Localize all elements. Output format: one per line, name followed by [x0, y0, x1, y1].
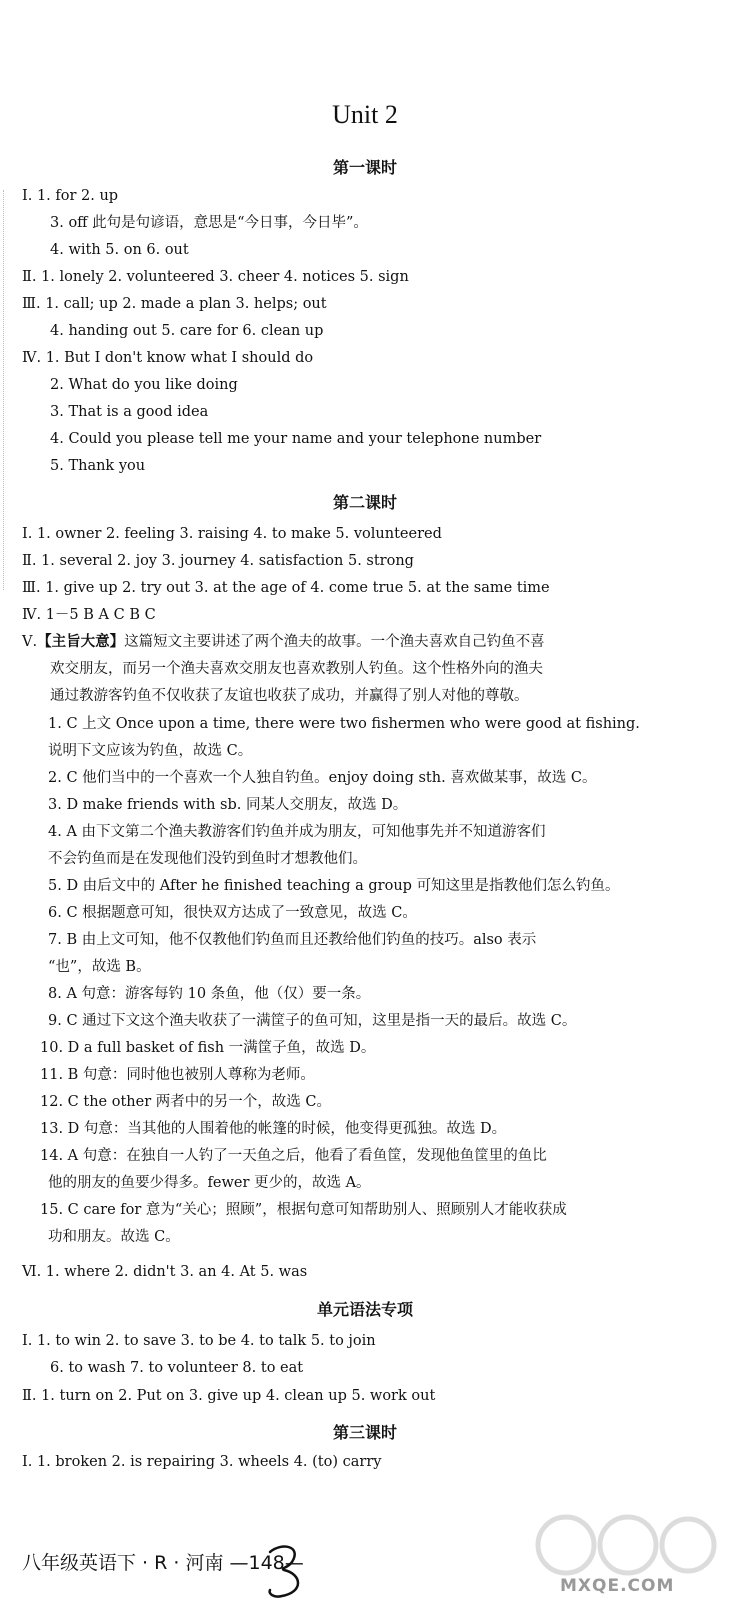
answer-line: 11. B 句意：同时他也被别人尊称为老师。: [40, 1067, 315, 1083]
answer-line: 5. D 由后文中的 After he finished teaching a group 可知这里是指教他们怎么钓鱼。: [48, 878, 620, 894]
section-heading-grammar: 单元语法专项: [316, 1300, 413, 1319]
answer-line: Ⅵ. 1. where 2. didn't 3. an 4. At 5. was: [22, 1264, 308, 1280]
answer-line: 2. C 他们当中的一个喜欢一个人独自钓鱼。enjoy doing sth. 喜欢做某事，故选 C。: [48, 770, 597, 786]
answer-line: 通过教游客钓鱼不仅收获了友谊也收获了成功，并赢得了别人对他的尊敬。: [50, 688, 529, 704]
main-idea-label: 【主旨大意】: [37, 634, 125, 650]
answer-line: 10. D a full basket of fish 一满筐子鱼，故选 D。: [40, 1040, 376, 1056]
answer-line: 4. A 由下文第二个渔夫教游客们钓鱼并成为朋友，可知他事先并不知道游客们: [48, 824, 546, 840]
answer-line: 7. B 由上文可知，他不仅教他们钓鱼而且还教给他们钓鱼的技巧。also 表示: [48, 932, 537, 948]
section-heading-lesson-2: 第二课时: [332, 493, 397, 512]
watermark-logo-icon: [528, 1510, 718, 1580]
answer-line: 功和朋友。故选 C。: [48, 1229, 180, 1245]
answer-line: 3. off 此句是句谚语，意思是“今日事，今日毕”。: [50, 215, 368, 231]
answer-line: Ⅰ. 1. for 2. up: [22, 188, 119, 204]
page-footer: 八年级英语下 · R · 河南 —148—: [22, 1552, 304, 1574]
answer-line: 8. A 句意：游客每钓 10 条鱼，他（仅）要一条。: [48, 986, 371, 1002]
answer-line: 4. with 5. on 6. out: [50, 242, 189, 258]
answer-line: 6. C 根据题意可知，很快双方达成了一致意见，故选 C。: [48, 905, 417, 921]
answer-line: Ⅲ. 1. give up 2. try out 3. at the age of 4. come true 5. at the same time: [22, 580, 550, 596]
answer-line: 1. C 上文 Once upon a time, there were two fishermen who were good at fishing.: [48, 716, 640, 732]
answer-line: 5. Thank you: [50, 458, 146, 474]
section-number: Ⅴ.: [22, 634, 38, 650]
answer-line: 3. D make friends with sb. 同某人交朋友，故选 D。: [48, 797, 408, 813]
watermark-text: MXQE.COM: [560, 1576, 675, 1596]
answer-line: 14. A 句意：在独自一人钓了一天鱼之后，他看了看鱼筐，发现他鱼筐里的鱼比: [40, 1148, 547, 1164]
answer-line: Ⅱ. 1. turn on 2. Put on 3. give up 4. clean up 5. work out: [22, 1388, 436, 1404]
answer-line: 4. Could you please tell me your name and your telephone number: [50, 431, 542, 447]
answer-line: Ⅰ. 1. to win 2. to save 3. to be 4. to talk 5. to join: [22, 1333, 376, 1349]
answer-line: 12. C the other 两者中的另一个，故选 C。: [40, 1094, 331, 1110]
answer-line: 欢交朋友，而另一个渔夫喜欢交朋友也喜欢教别人钓鱼。这个性格外向的渔夫: [50, 661, 543, 677]
passage-summary-line: [22, 632, 545, 652]
answer-line: 他的朋友的鱼要少得多。fewer 更少的，故选 A。: [48, 1175, 371, 1191]
answer-line: Ⅱ. 1. several 2. joy 3. journey 4. satisfaction 5. strong: [22, 553, 414, 569]
answer-line: 6. to wash 7. to volunteer 8. to eat: [50, 1360, 304, 1376]
section-heading-lesson-1: 第一课时: [332, 158, 397, 177]
section-heading-lesson-3: 第三课时: [332, 1423, 397, 1442]
answer-line: 4. handing out 5. care for 6. clean up: [50, 323, 324, 339]
answer-line: 不会钓鱼而是在发现他们没钓到鱼时才想教他们。: [48, 851, 367, 867]
answer-line: 9. C 通过下文这个渔夫收获了一满筐子的鱼可知，这里是指一天的最后。故选 C。: [48, 1013, 577, 1029]
answer-line: Ⅳ. 1－5 B A C B C: [22, 607, 156, 623]
answer-line: Ⅰ. 1. broken 2. is repairing 3. wheels 4. (to) carry: [22, 1454, 382, 1470]
answer-line: 3. That is a good idea: [50, 404, 209, 420]
answer-line: Ⅲ. 1. call; up 2. made a plan 3. helps; out: [22, 296, 327, 312]
answer-line: Ⅳ. 1. But I don't know what I should do: [22, 350, 314, 366]
answer-line: 2. What do you like doing: [50, 377, 238, 393]
answer-line: 13. D 句意：当其他的人围着他的帐篷的时候，他变得更孤独。故选 D。: [40, 1121, 507, 1137]
scan-edge-dots: [3, 190, 7, 590]
answer-line: 说明下文应该为钓鱼，故选 C。: [48, 743, 253, 759]
answer-line: 15. C care for 意为“关心；照顾”，根据句意可知帮助别人、照顾别人才能收获成: [40, 1202, 567, 1218]
handwritten-mark-icon: [262, 1540, 312, 1600]
page-title: Unit 2: [332, 100, 398, 129]
answer-line: Ⅱ. 1. lonely 2. volunteered 3. cheer 4. notices 5. sign: [22, 269, 409, 285]
answer-line: “也”，故选 B。: [48, 959, 151, 975]
answer-line: Ⅰ. 1. owner 2. feeling 3. raising 4. to make 5. volunteered: [22, 526, 442, 542]
summary-text: 这篇短文主要讲述了两个渔夫的故事。一个渔夫喜欢自己钓鱼不喜: [124, 634, 545, 650]
